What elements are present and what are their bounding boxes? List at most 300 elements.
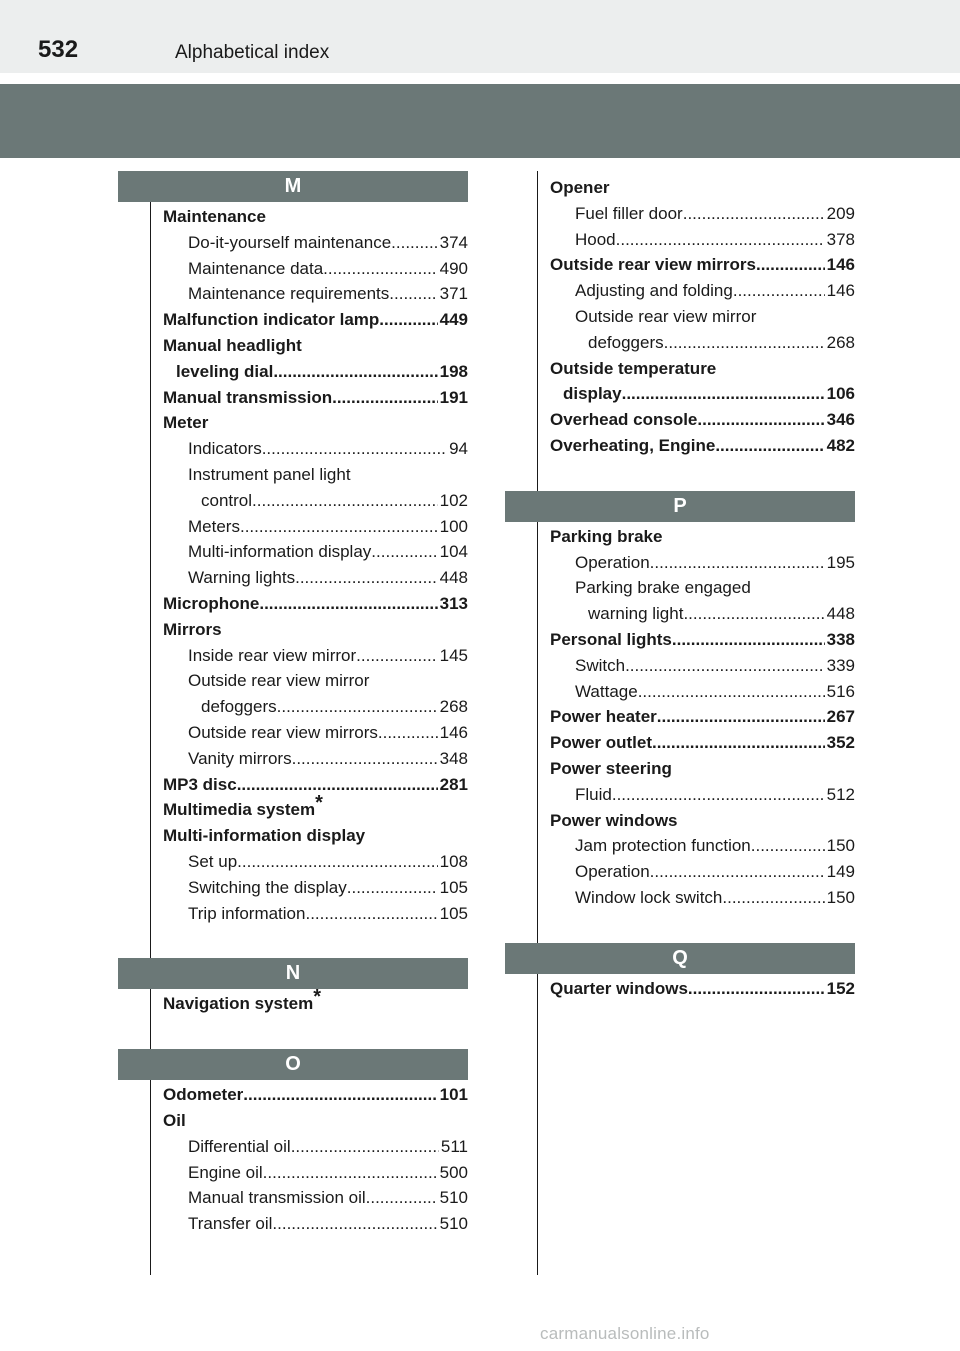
index-entry[interactable]: [550, 730, 855, 756]
entry-label: [163, 591, 259, 617]
entry-text: Outside rear view mirror: [188, 671, 370, 691]
entry-page-number: 150: [826, 887, 855, 907]
entry-text: Switching the display: [188, 877, 347, 897]
index-entry[interactable]: [550, 201, 855, 227]
entry-label: [188, 1134, 291, 1160]
leader-dots: [389, 281, 437, 307]
leader-dots: [240, 514, 438, 540]
entry-page-number: 449: [439, 310, 468, 330]
leader-dots: [638, 679, 825, 705]
entry-label: [163, 385, 332, 411]
footnote-star: *: [313, 986, 322, 1009]
entry-text: Jam protection function: [575, 836, 751, 856]
entry-text: Transfer oil: [188, 1214, 273, 1234]
leader-dots: [378, 720, 438, 746]
entry-text: defoggers: [588, 332, 664, 352]
entry-label: [163, 617, 222, 643]
index-entry[interactable]: [550, 833, 855, 859]
entry-text: Odometer: [163, 1085, 244, 1105]
index-entry[interactable]: [163, 591, 468, 617]
entry-text: Quarter windows: [550, 978, 688, 998]
leader-dots: [683, 601, 824, 627]
entry-text: Overhead console: [550, 410, 698, 430]
leader-dots: [262, 436, 447, 462]
entry-label: [188, 668, 369, 694]
index-entry[interactable]: [163, 488, 468, 514]
index-entry[interactable]: [163, 746, 468, 772]
leader-dots: [243, 1082, 437, 1108]
entry-label: [188, 643, 356, 669]
entry-text: Multimedia system: [163, 800, 316, 820]
leader-dots: [259, 591, 437, 617]
entry-text: Maintenance: [163, 207, 266, 226]
entry-page-number: 352: [826, 733, 855, 753]
entry-text: Multi-information display: [163, 826, 366, 846]
entry-label: [550, 756, 672, 782]
entry-text: Overheating, Engine: [550, 435, 716, 455]
entry-label: [163, 204, 266, 230]
entry-text: Malfunction indicator lamp: [163, 310, 380, 330]
leader-dots: [292, 746, 438, 772]
index-entry[interactable]: [163, 1185, 468, 1211]
leader-dots: [347, 875, 438, 901]
leader-dots: [305, 901, 437, 927]
entry-label: [163, 307, 379, 333]
entry-text: Window lock switch: [575, 887, 723, 907]
index-entry[interactable]: [550, 575, 855, 601]
index-entry[interactable]: [550, 885, 855, 911]
leader-dots: [657, 704, 825, 730]
entry-label: [575, 679, 638, 705]
entry-text: Maintenance data: [188, 258, 324, 278]
index-section: [505, 943, 855, 1002]
entry-text: leveling dial: [176, 361, 274, 381]
entry-label: [163, 986, 322, 1017]
leader-dots: [715, 433, 824, 459]
index-entry[interactable]: [550, 407, 855, 433]
entry-text: Differential oil: [188, 1136, 291, 1156]
entry-label: [188, 565, 295, 591]
page-title: Alphabetical index: [175, 42, 330, 63]
top-band: [0, 0, 960, 73]
entry-label: [550, 252, 756, 278]
entry-text: Indicators: [188, 439, 262, 459]
entry-label: [575, 304, 756, 330]
entry-page-number: 511: [440, 1136, 468, 1156]
index-entry[interactable]: [550, 627, 855, 653]
leader-dots: [295, 565, 438, 591]
entry-page-number: 149: [826, 862, 855, 882]
leader-dots: [273, 359, 437, 385]
entry-page-number: 100: [439, 516, 468, 536]
entry-text: Maintenance requirements: [188, 284, 390, 304]
entry-text: Warning lights: [188, 568, 296, 588]
entry-page-number: 146: [826, 255, 855, 275]
leader-dots: [263, 1160, 438, 1186]
leader-dots: [612, 782, 825, 808]
leader-dots: [733, 278, 825, 304]
entry-label: [163, 1108, 186, 1134]
entry-page-number: 490: [439, 258, 468, 278]
index-entry[interactable]: [550, 859, 855, 885]
entry-text: Meters: [188, 516, 240, 536]
entry-page-number: 371: [439, 284, 468, 304]
entry-label: [201, 488, 252, 514]
entry-text: Meter: [163, 413, 209, 433]
entry-label: [550, 704, 657, 730]
entry-label: [188, 539, 371, 565]
entry-text: Outside rear view mirror: [575, 306, 757, 326]
index-entry[interactable]: [550, 550, 855, 576]
entry-text: Outside rear view mirrors: [188, 722, 378, 742]
leader-dots: [356, 643, 437, 669]
entry-label: [188, 281, 389, 307]
entry-text: Operation: [575, 552, 650, 572]
entry-text: control: [201, 490, 253, 510]
entry-text: Inside rear view mirror: [188, 645, 357, 665]
entry-label: [163, 823, 365, 849]
entry-list: [505, 171, 855, 459]
entry-page-number: 281: [439, 774, 468, 794]
page-number: 532: [38, 36, 79, 63]
entry-text: MP3 disc: [163, 774, 237, 794]
entry-label: [575, 201, 683, 227]
leader-dots: [672, 627, 825, 653]
entry-label: [550, 976, 688, 1002]
index-entry[interactable]: [163, 230, 468, 256]
entry-label: [550, 627, 672, 653]
entry-label: [550, 808, 678, 834]
index-entry[interactable]: [163, 410, 468, 436]
index-entry[interactable]: [550, 175, 855, 201]
index-entry[interactable]: [163, 281, 468, 307]
section-gap: [505, 459, 855, 491]
entry-text: Adjusting and folding: [575, 281, 733, 301]
index-entry[interactable]: [163, 565, 468, 591]
entry-label: [188, 1160, 263, 1186]
entry-page-number: 267: [826, 707, 855, 727]
entry-text: Power steering: [550, 758, 672, 778]
index-entry[interactable]: [550, 330, 855, 356]
entry-page-number: 105: [439, 877, 468, 897]
entry-text: Manual headlight: [163, 335, 302, 355]
entry-page-number: 145: [439, 645, 468, 665]
entry-label: [575, 550, 650, 576]
entry-list: [505, 974, 855, 1002]
entry-list: [505, 522, 855, 911]
index-entry[interactable]: [163, 204, 468, 230]
entry-text: Outside rear view mirrors: [550, 255, 756, 275]
entry-page-number: 448: [439, 568, 468, 588]
entry-page-number: 500: [439, 1162, 468, 1182]
entry-page-number: 448: [826, 604, 855, 624]
index-entry[interactable]: [163, 720, 468, 746]
index-section: [118, 1049, 468, 1237]
leader-dots: [272, 1211, 437, 1237]
entry-text: Vanity mirrors: [188, 748, 292, 768]
index-entry[interactable]: [163, 359, 468, 385]
leader-dots: [625, 653, 825, 679]
index-entry[interactable]: [550, 756, 855, 782]
index-entry[interactable]: [163, 256, 468, 282]
index-entry[interactable]: [163, 333, 468, 359]
section-letter-bar: M: [118, 171, 468, 202]
index-entry[interactable]: [550, 381, 855, 407]
leader-dots: [237, 772, 438, 798]
entry-text: Operation: [575, 862, 650, 882]
leader-dots: [697, 407, 824, 433]
entry-text: warning light: [588, 604, 684, 624]
index-entry[interactable]: [163, 462, 468, 488]
entry-label: [575, 885, 722, 911]
index-entry[interactable]: [550, 704, 855, 730]
entry-text: Manual transmission oil: [188, 1188, 366, 1208]
entry-page-number: 146: [826, 281, 855, 301]
entry-label: [588, 330, 664, 356]
entry-text: display: [563, 384, 622, 404]
index-entry[interactable]: [163, 694, 468, 720]
entry-page-number: 209: [826, 203, 855, 223]
entry-label: [575, 782, 612, 808]
index-entry[interactable]: [163, 436, 468, 462]
entry-text: Power outlet: [550, 733, 653, 753]
entry-page-number: 101: [439, 1085, 468, 1105]
entry-label: [163, 792, 323, 823]
entry-label: [188, 875, 347, 901]
entry-page-number: 378: [826, 229, 855, 249]
entry-page-number: 104: [439, 542, 468, 562]
entry-text: Switch: [575, 655, 626, 675]
index-entry[interactable]: [550, 782, 855, 808]
index-entry[interactable]: [550, 808, 855, 834]
entry-label: [550, 524, 662, 550]
leader-dots: [323, 256, 437, 282]
entry-label: [163, 1082, 243, 1108]
index-entry[interactable]: [163, 539, 468, 565]
index-entry[interactable]: [550, 227, 855, 253]
leader-dots: [622, 381, 825, 407]
entry-label: [550, 175, 610, 201]
leader-dots: [371, 539, 437, 565]
entry-label: [575, 278, 733, 304]
leader-dots: [332, 385, 438, 411]
entry-label: [550, 730, 652, 756]
index-entry[interactable]: [163, 1082, 468, 1108]
index-entry[interactable]: [163, 643, 468, 669]
index-entry[interactable]: [163, 849, 468, 875]
index-entry[interactable]: [163, 875, 468, 901]
entry-page-number: 191: [439, 387, 468, 407]
entry-page-number: 198: [439, 361, 468, 381]
entry-label: [550, 407, 697, 433]
entry-text: Opener: [550, 178, 610, 197]
section-letter-bar: P: [505, 491, 855, 522]
entry-page-number: 108: [439, 851, 468, 871]
entry-page-number: 510: [439, 1214, 468, 1234]
index-entry[interactable]: [163, 1211, 468, 1237]
index-entry[interactable]: [163, 668, 468, 694]
index-section: [505, 171, 855, 459]
index-section: [118, 958, 468, 1017]
entry-label: [575, 833, 751, 859]
entry-label: [550, 433, 715, 459]
section-letter-bar: N: [118, 958, 468, 989]
entry-text: Microphone: [163, 593, 260, 613]
entry-text: Parking brake: [550, 526, 663, 546]
entry-page-number: 374: [439, 232, 468, 252]
entry-label: [163, 333, 302, 359]
entry-text: Power windows: [550, 810, 678, 830]
entry-page-number: 516: [826, 681, 855, 701]
left-column: [118, 171, 468, 1237]
entry-text: Do-it-yourself maintenance: [188, 232, 392, 252]
entry-label: [188, 514, 240, 540]
leader-dots: [379, 307, 437, 333]
entry-text: Oil: [163, 1110, 186, 1130]
entry-page-number: 338: [826, 629, 855, 649]
entry-text: Parking brake engaged: [575, 578, 751, 598]
entry-page-number: 512: [826, 784, 855, 804]
entry-label: [575, 227, 616, 253]
entry-text: Power heater: [550, 707, 657, 727]
entry-text: defoggers: [201, 697, 277, 717]
leader-dots: [252, 488, 438, 514]
entry-text: Instrument panel light: [188, 464, 351, 484]
entry-page-number: 346: [826, 410, 855, 430]
index-entry[interactable]: [163, 792, 468, 823]
index-entry[interactable]: [550, 278, 855, 304]
entry-label: [201, 694, 277, 720]
leader-dots: [616, 227, 825, 253]
index-entry[interactable]: [163, 823, 468, 849]
entry-page-number: 146: [439, 722, 468, 742]
index-entry[interactable]: [550, 601, 855, 627]
entry-page-number: 102: [439, 490, 468, 510]
leader-dots: [650, 550, 825, 576]
index-entry[interactable]: [163, 1134, 468, 1160]
index-entry[interactable]: [550, 976, 855, 1002]
section-gap: [118, 1017, 468, 1049]
entry-label: [176, 359, 273, 385]
entry-label: [550, 356, 716, 382]
entry-label: [188, 901, 305, 927]
entry-label: [563, 381, 622, 407]
entry-text: Fluid: [575, 784, 612, 804]
entry-list: [118, 202, 468, 926]
entry-text: Hood: [575, 229, 616, 249]
entry-text: Trip information: [188, 903, 306, 923]
leader-dots: [366, 1185, 438, 1211]
entry-label: [188, 746, 292, 772]
entry-page-number: 348: [439, 748, 468, 768]
index-entry[interactable]: [163, 617, 468, 643]
index-entry[interactable]: [550, 679, 855, 705]
index-entry[interactable]: [550, 252, 855, 278]
entry-page-number: 510: [439, 1188, 468, 1208]
entry-label: [188, 436, 262, 462]
entry-label: [188, 1185, 366, 1211]
index-section: [118, 171, 468, 926]
entry-label: [575, 653, 625, 679]
entry-text: Outside temperature: [550, 358, 717, 378]
entry-list: [118, 1080, 468, 1237]
leader-dots: [688, 976, 825, 1002]
entry-text: Wattage: [575, 681, 638, 701]
footnote-star: *: [315, 792, 323, 815]
index-entry[interactable]: [163, 514, 468, 540]
entry-page-number: 268: [439, 697, 468, 717]
index-entry[interactable]: [550, 524, 855, 550]
index-entry[interactable]: [550, 653, 855, 679]
entry-list: [118, 986, 468, 1017]
leader-dots: [751, 833, 825, 859]
index-entry[interactable]: [163, 901, 468, 927]
entry-text: Set up: [188, 851, 238, 871]
entry-page-number: 152: [826, 978, 855, 998]
leader-dots: [237, 849, 437, 875]
index-entry[interactable]: [163, 1160, 468, 1186]
entry-label: [188, 720, 378, 746]
entry-label: [575, 859, 650, 885]
entry-label: [188, 849, 237, 875]
entry-label: [163, 410, 208, 436]
entry-label: [188, 1211, 272, 1237]
index-entry[interactable]: [163, 385, 468, 411]
entry-label: [188, 256, 323, 282]
entry-text: Multi-information display: [188, 542, 372, 562]
index-entry[interactable]: [163, 1108, 468, 1134]
entry-text: Navigation system: [163, 994, 314, 1014]
watermark: carmanualsonline.info: [540, 1324, 710, 1343]
entry-page-number: 268: [826, 332, 855, 352]
index-entry[interactable]: [550, 433, 855, 459]
entry-text: Manual transmission: [163, 387, 333, 407]
leader-dots: [277, 694, 438, 720]
entry-label: [575, 575, 751, 601]
entry-label: [188, 462, 351, 488]
section-letter-bar: Q: [505, 943, 855, 974]
leader-dots: [650, 859, 825, 885]
index-entry[interactable]: [163, 986, 468, 1017]
leader-dots: [291, 1134, 439, 1160]
section-letter-bar: O: [118, 1049, 468, 1080]
leader-dots: [722, 885, 824, 911]
entry-text: Personal lights: [550, 629, 672, 649]
entry-page-number: 313: [439, 593, 468, 613]
header-bar: [0, 84, 960, 158]
entry-page-number: 339: [826, 655, 855, 675]
entry-page-number: 106: [826, 384, 855, 404]
right-column: [505, 171, 855, 1002]
leader-dots: [652, 730, 825, 756]
entry-text: Engine oil: [188, 1162, 263, 1182]
entry-page-number: 105: [439, 903, 468, 923]
entry-page-number: 482: [826, 435, 855, 455]
index-section: [505, 491, 855, 911]
entry-page-number: 150: [826, 836, 855, 856]
leader-dots: [664, 330, 825, 356]
entry-label: [188, 230, 391, 256]
entry-page-number: 195: [826, 552, 855, 572]
leader-dots: [683, 201, 825, 227]
index-entry[interactable]: [550, 356, 855, 382]
entry-label: [163, 772, 237, 798]
index-entry[interactable]: [163, 307, 468, 333]
entry-page-number: 94: [449, 439, 468, 459]
entry-text: Fuel filler door: [575, 203, 683, 223]
index-entry[interactable]: [550, 304, 855, 330]
section-gap: [118, 926, 468, 958]
